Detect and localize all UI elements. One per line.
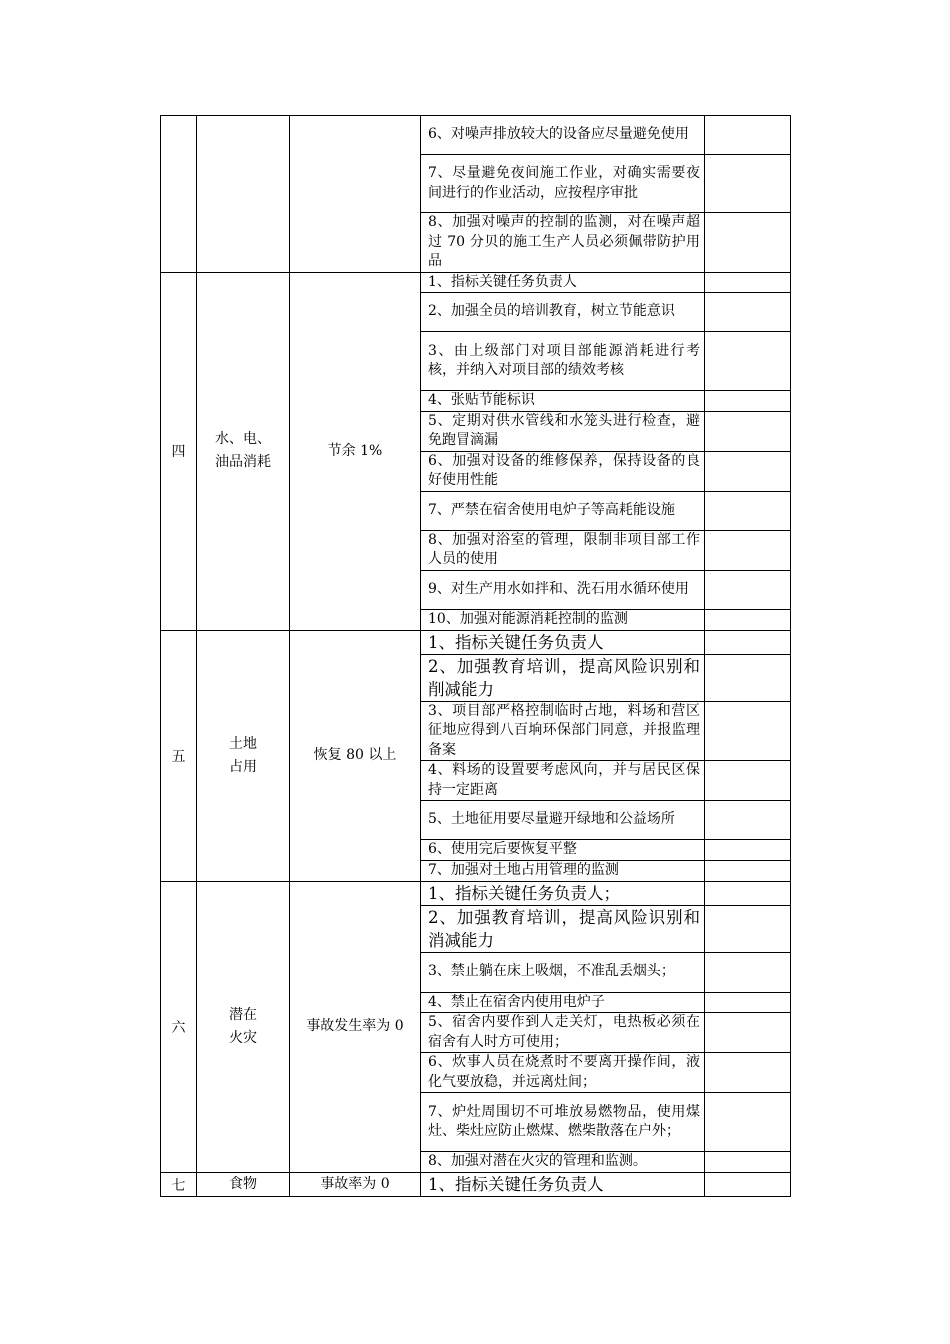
measure-cell: 1、指标关键任务负责人； [421, 881, 705, 905]
category-text: 水、电、油品消耗 [215, 431, 271, 470]
measure-cell: 8、加强对噪声的控制的监测，对在噪声超过 70 分贝的施工生产人员必须佩带防护用品 [421, 213, 705, 273]
measure-cell: 7、严禁在宿舍使用电炉子等高耗能设施 [421, 491, 705, 530]
blank-cell [705, 451, 791, 491]
blank-cell [705, 1013, 791, 1053]
measures-table [160, 115, 791, 1197]
table-row [161, 116, 791, 155]
blank-cell [705, 701, 791, 761]
blank-cell [705, 630, 791, 654]
blank-cell [705, 116, 791, 155]
row-number [161, 116, 197, 273]
blank-cell [705, 905, 791, 952]
measure-cell: 7、加强对土地占用管理的监测 [421, 860, 705, 881]
measure-cell: 8、加强对潜在火灾的管理和监测。 [421, 1152, 705, 1173]
measure-cell: 4、张贴节能标识 [421, 391, 705, 412]
target-text: 事故发生率为 0 [306, 1018, 404, 1035]
measure-cell: 5、定期对供水管线和水笼头进行检查，避免跑冒滴漏 [421, 411, 705, 451]
blank-cell [705, 332, 791, 391]
measure-cell: 7、尽量避免夜间施工作业，对确实需要夜间进行的作业活动，应按程序审批 [421, 155, 705, 213]
blank-cell [705, 530, 791, 570]
blank-cell [705, 272, 791, 293]
blank-cell [705, 609, 791, 630]
measure-cell: 2、加强教育培训，提高风险识别和消减能力 [421, 905, 705, 952]
measure-cell: 1、指标关键任务负责人 [421, 630, 705, 654]
measure-cell: 6、使用完后要恢复平整 [421, 840, 705, 861]
measure-cell: 6、对噪声排放较大的设备应尽量避免使用 [421, 116, 705, 155]
category-cell: 食物 [197, 1173, 290, 1197]
blank-cell [705, 654, 791, 701]
blank-cell [705, 1173, 791, 1197]
measure-cell: 4、禁止在宿舍内使用电炉子 [421, 992, 705, 1013]
measure-cell: 10、加强对能源消耗控制的监测 [421, 609, 705, 630]
target-cell: 事故率为 0 [290, 1173, 421, 1197]
measure-cell: 7、炉灶周围切不可堆放易燃物品，使用煤灶、柴灶应防止燃煤、燃柴散落在户外； [421, 1093, 705, 1152]
blank-cell [705, 391, 791, 412]
target-cell: 恢复 80 以上 [290, 630, 421, 881]
blank-cell [705, 992, 791, 1013]
blank-cell [705, 840, 791, 861]
measure-cell: 1、指标关键任务负责人 [421, 1173, 705, 1197]
row-number: 五 [161, 630, 197, 881]
blank-cell [705, 801, 791, 840]
category-cell [197, 630, 290, 881]
blank-cell [705, 1152, 791, 1173]
measure-cell: 3、禁止躺在床上吸烟，不准乱丢烟头； [421, 952, 705, 992]
table-row [161, 630, 791, 654]
row-number: 四 [161, 272, 197, 630]
blank-cell [705, 761, 791, 801]
blank-cell [705, 1093, 791, 1152]
measure-cell: 5、土地征用要尽量避开绿地和公益场所 [421, 801, 705, 840]
measure-cell: 9、对生产用水如拌和、洗石用水循环使用 [421, 570, 705, 609]
measure-cell: 4、料场的设置要考虑风向，并与居民区保持一定距离 [421, 761, 705, 801]
table-row [161, 1173, 791, 1197]
blank-cell [705, 952, 791, 992]
blank-cell [705, 293, 791, 332]
blank-cell [705, 491, 791, 530]
measure-cell: 6、炊事人员在烧煮时不要离开操作间，液化气要放稳，并远离灶间； [421, 1053, 705, 1093]
table-row [161, 272, 791, 293]
blank-cell [705, 860, 791, 881]
measure-cell: 3、项目部严格控制临时占地，料场和营区征地应得到八百垧环保部门同意，并报监理备案 [421, 701, 705, 761]
blank-cell [705, 1053, 791, 1093]
measure-cell: 2、加强教育培训，提高风险识别和削减能力 [421, 654, 705, 701]
blank-cell [705, 881, 791, 905]
row-number: 六 [161, 881, 197, 1173]
row-number: 七 [161, 1173, 197, 1197]
measure-cell: 8、加强对浴室的管理，限制非项目部工作人员的使用 [421, 530, 705, 570]
category-cell [197, 881, 290, 1173]
target-cell [290, 116, 421, 273]
measure-cell: 3、由上级部门对项目部能源消耗进行考核，并纳入对项目部的绩效考核 [421, 332, 705, 391]
measure-cell: 5、宿舍内要作到人走关灯，电热板必须在宿舍有人时方可使用； [421, 1013, 705, 1053]
measure-cell: 6、加强对设备的维修保养，保持设备的良好使用性能 [421, 451, 705, 491]
target-cell [290, 881, 421, 1173]
category-text: 潜在火灾 [229, 1006, 257, 1046]
table-row [161, 881, 791, 905]
measure-cell: 1、指标关键任务负责人 [421, 272, 705, 293]
blank-cell [705, 570, 791, 609]
blank-cell [705, 411, 791, 451]
blank-cell [705, 155, 791, 213]
category-cell [197, 116, 290, 273]
category-text: 土地占用 [229, 735, 257, 775]
target-cell: 节余 1% [290, 272, 421, 630]
blank-cell [705, 213, 791, 273]
measure-cell: 2、加强全员的培训教育，树立节能意识 [421, 293, 705, 332]
category-cell [197, 272, 290, 630]
